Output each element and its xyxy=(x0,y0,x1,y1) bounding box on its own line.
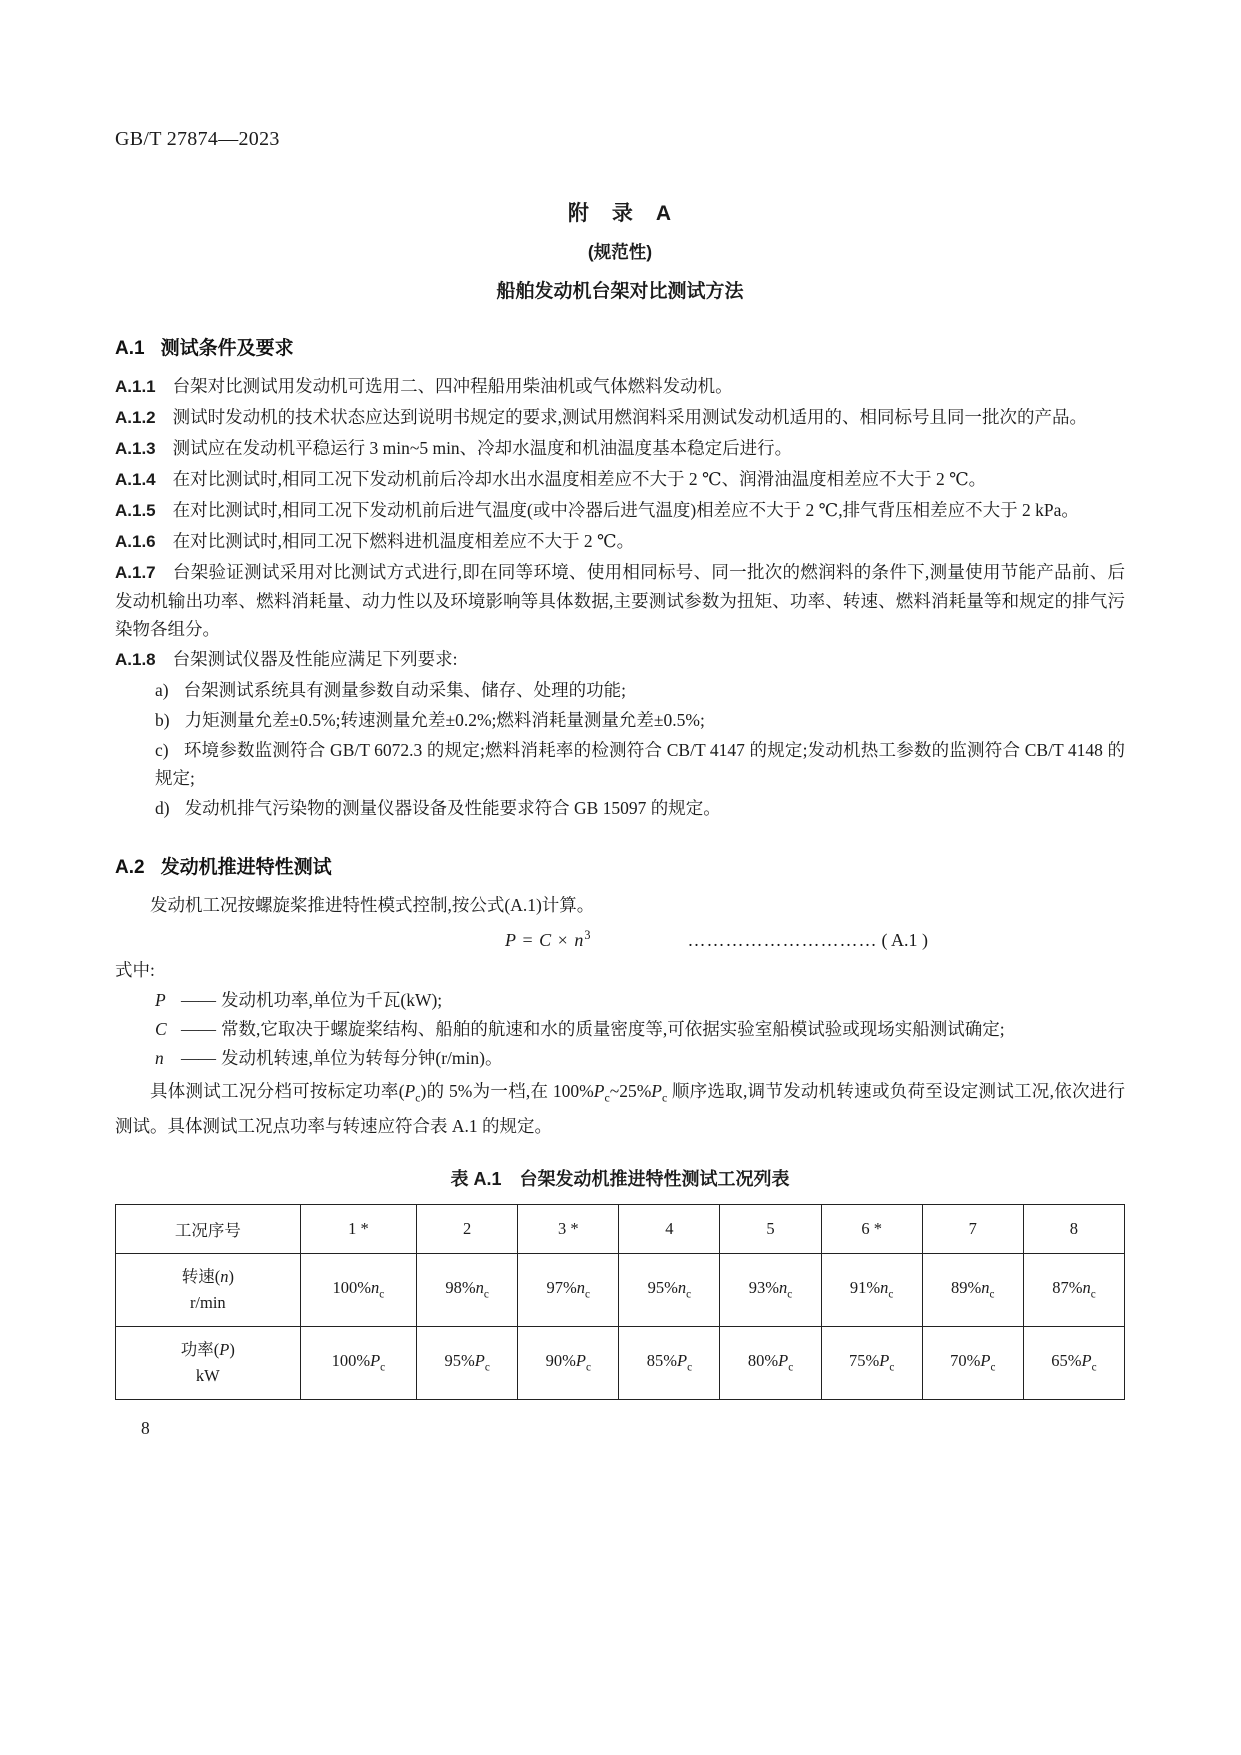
page-number: 8 xyxy=(141,1417,150,1438)
row-unit: kW xyxy=(195,1365,220,1385)
clause-a1-3 xyxy=(115,434,1125,463)
symbol-name: n xyxy=(155,1048,164,1068)
formula-line xyxy=(115,928,1125,951)
clause-text: 测试时发动机的技术状态应达到说明书规定的要求,测试用燃润料采用测试发动机适用的、相同标号且同一批次的产品。 xyxy=(172,407,1088,427)
table-header-cell: 1 * xyxy=(300,1204,416,1253)
section-heading-a1 xyxy=(115,333,1125,360)
table-cell: $89\%n_c$ xyxy=(922,1253,1023,1326)
table-cell: $97\%n_c$ xyxy=(518,1253,619,1326)
a2-intro-paragraph: 发动机工况按螺旋桨推进特性模式控制,按公式(A.1)计算。 xyxy=(150,895,595,915)
clause-number: A.1.3 xyxy=(115,439,156,458)
symbol-definition-p xyxy=(115,986,1125,1014)
table-header-row xyxy=(116,1204,1125,1253)
table-caption xyxy=(115,1165,1125,1191)
symbol-dash: —— xyxy=(181,1019,216,1039)
list-marker: a) xyxy=(155,680,169,700)
formula-expression: $P = C \times n^3$ xyxy=(505,928,592,950)
row-label-cell xyxy=(116,1253,301,1326)
table-header-cell: 7 xyxy=(922,1204,1023,1253)
symbol-definition-c xyxy=(115,1015,1125,1043)
clause-number: A.1.8 xyxy=(115,650,156,669)
symbol-description: 常数,它取决于螺旋桨结构、船舶的航速和水的质量密度等,可依据实验室船模试验或现场实船测试确定; xyxy=(221,1019,1005,1039)
table-cell: $87\%n_c$ xyxy=(1023,1253,1124,1326)
table-caption-label: 表 A.1 xyxy=(450,1168,502,1189)
appendix-normative-label: (规范性) xyxy=(587,242,653,262)
row-unit: r/min xyxy=(189,1292,226,1312)
a2-closing-paragraph: 具体测试工况分档可按标定功率$(P_c)$的 5%为一档,在 $100\%P_c\sim 25\%P_c$ 顺序选取,调节发动机转速或负荷至设定测试工况,依次进行测试。具体测试工况点功率与转速应符合表 A.1 的规定。 xyxy=(115,1081,1126,1136)
clause-a1-8 xyxy=(115,645,1125,674)
list-marker: b) xyxy=(155,710,170,730)
table-cell: $95\%n_c$ xyxy=(619,1253,720,1326)
formula-leader-dots: ………………………… xyxy=(687,930,878,950)
table-header-cell: 8 xyxy=(1023,1204,1124,1253)
appendix-title: 附 录 A xyxy=(567,202,673,225)
section-number: A.1 xyxy=(115,338,145,359)
table-cell: $80\%P_c$ xyxy=(720,1326,821,1399)
formula-number: ( A.1 ) xyxy=(881,930,928,950)
clause-number: A.1.6 xyxy=(115,532,156,551)
list-text: 发动机排气污染物的测量仪器设备及性能要求符合 GB 15097 的规定。 xyxy=(184,798,721,818)
section-number: A.2 xyxy=(115,857,145,878)
list-text: 力矩测量允差±0.5%;转速测量允差±0.2%;燃料消耗量测量允差±0.5%; xyxy=(184,710,705,730)
table-cell: $70\%P_c$ xyxy=(922,1326,1023,1399)
list-text: 环境参数监测符合 GB/T 6072.3 的规定;燃料消耗率的检测符合 CB/T 4147 的规定;发动机热工参数的监测符合 CB/T 4148 的规定; xyxy=(155,740,1125,788)
table-cell: $100\%n_c$ xyxy=(300,1253,416,1326)
clause-text: 台架测试仪器及性能应满足下列要求: xyxy=(172,649,458,669)
table-cell: $90\%P_c$ xyxy=(518,1326,619,1399)
clause-a1-1 xyxy=(115,372,1125,401)
symbol-description: 发动机转速,单位为转每分钟(r/min)。 xyxy=(221,1048,503,1068)
symbol-definitions xyxy=(115,986,1125,1072)
table-cell: $98\%n_c$ xyxy=(417,1253,518,1326)
table-row-power xyxy=(116,1326,1125,1399)
list-item-d xyxy=(115,794,1125,822)
table-cell: $75\%P_c$ xyxy=(821,1326,922,1399)
table-header-cell: 4 xyxy=(619,1204,720,1253)
table-cell: $91\%n_c$ xyxy=(821,1253,922,1326)
clause-number: A.1.2 xyxy=(115,408,156,427)
symbol-name: P xyxy=(155,990,166,1010)
list-item-b xyxy=(115,706,1125,734)
table-header-cell: 工况序号 xyxy=(116,1204,301,1253)
clause-text: 在对比测试时,相同工况下发动机前后冷却水出水温度相差应不大于 2 ℃、润滑油温度相差应不大于 2 ℃。 xyxy=(172,469,987,489)
clause-text: 台架对比测试用发动机可选用二、四冲程船用柴油机或气体燃料发动机。 xyxy=(172,376,733,396)
clause-text: 在对比测试时,相同工况下发动机前后进气温度(或中冷器后进气温度)相差应不大于 2 ℃,排气背压相差应不大于 2 kPa。 xyxy=(172,500,1079,520)
list-item-a xyxy=(115,676,1125,704)
clause-number: A.1.7 xyxy=(115,563,156,582)
doc-number: GB/T 27874—2023 xyxy=(115,128,280,150)
row-label-cell xyxy=(116,1326,301,1399)
clause-text: 在对比测试时,相同工况下燃料进机温度相差应不大于 2 ℃。 xyxy=(172,531,635,551)
symbol-dash: —— xyxy=(181,1048,216,1068)
clause-number: A.1.5 xyxy=(115,501,156,520)
clause-a1-2 xyxy=(115,403,1125,432)
table-caption-title: 台架发动机推进特性测试工况列表 xyxy=(519,1168,790,1189)
row-label: 转速(n) xyxy=(181,1266,234,1286)
where-label: 式中: xyxy=(115,960,155,980)
clause-a1-4 xyxy=(115,465,1125,494)
requirement-list xyxy=(115,676,1125,822)
section-title: 发动机推进特性测试 xyxy=(160,857,332,878)
table-header-cell: 3 * xyxy=(518,1204,619,1253)
table-cell: $85\%P_c$ xyxy=(619,1326,720,1399)
table-header-cell: 2 xyxy=(417,1204,518,1253)
table-cell: $95\%P_c$ xyxy=(417,1326,518,1399)
clause-a1-5 xyxy=(115,496,1125,525)
appendix-title-block xyxy=(115,197,1125,303)
clause-number: A.1.1 xyxy=(115,377,156,396)
table-row-speed xyxy=(116,1253,1125,1326)
operating-conditions-table xyxy=(115,1204,1125,1400)
section-heading-a2 xyxy=(115,852,1125,879)
table-cell: $93\%n_c$ xyxy=(720,1253,821,1326)
symbol-name: C xyxy=(155,1019,167,1039)
clause-text: 测试应在发动机平稳运行 3 min~5 min、冷却水温度和机油温度基本稳定后进行。 xyxy=(172,438,793,458)
symbol-description: 发动机功率,单位为千瓦(kW); xyxy=(221,990,443,1010)
symbol-definition-n xyxy=(115,1044,1125,1072)
doc-header xyxy=(115,128,1125,151)
clause-a1-7 xyxy=(115,558,1125,643)
clause-text: 台架验证测试采用对比测试方式进行,即在同等环境、使用相同标号、同一批次的燃润料的条件下,测量使用节能产品前、后发动机输出功率、燃料消耗量、动力性以及环境影响等具体数据,主要测试参数为扭矩、功率、转速、燃料消耗量等和规定的排气污染物各组分。 xyxy=(115,562,1125,639)
table-cell: $100\%P_c$ xyxy=(300,1326,416,1399)
list-text: 台架测试系统具有测量参数自动采集、储存、处理的功能; xyxy=(183,680,626,700)
table-cell: $65\%P_c$ xyxy=(1023,1326,1124,1399)
appendix-name: 船舶发动机台架对比测试方法 xyxy=(496,281,744,302)
table-header-cell: 6 * xyxy=(821,1204,922,1253)
symbol-dash: —— xyxy=(181,990,216,1010)
list-item-c xyxy=(115,736,1125,792)
row-label: 功率(P) xyxy=(180,1339,235,1359)
table-header-cell: 5 xyxy=(720,1204,821,1253)
clause-a1-6 xyxy=(115,527,1125,556)
list-marker: c) xyxy=(155,740,169,760)
list-marker: d) xyxy=(155,798,170,818)
clause-number: A.1.4 xyxy=(115,470,156,489)
section-title: 测试条件及要求 xyxy=(160,338,294,359)
